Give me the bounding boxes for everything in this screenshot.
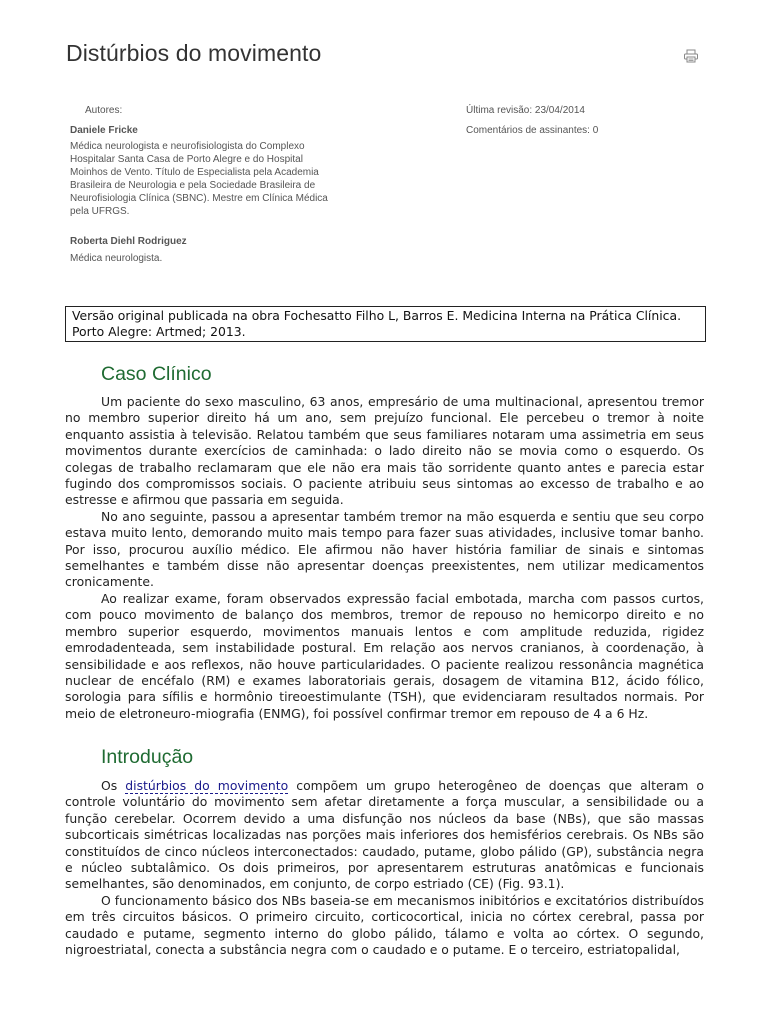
caso-clinico-body <box>65 394 704 722</box>
subscriber-comments[interactable]: Comentários de assinantes: 0 <box>466 125 599 136</box>
author-name: Daniele Fricke <box>70 125 138 136</box>
source-note: Versão original publicada na obra Fochesatto Filho L, Barros E. Medicina Interna na Prática Clínica. Porto Alegre: Artmed; 2013. <box>65 306 706 342</box>
authors-label: Autores: <box>85 105 123 116</box>
paragraph <box>65 778 704 893</box>
disturbios-do-movimento-link[interactable]: distúrbios do movimento <box>125 778 289 793</box>
paragraph: Ao realizar exame, foram observados expressão facial embotada, marcha com passos curtos, com pouco movimento de balanço dos membros, tremor de repouso no hemicorpo direito e no membro superior esquerdo, movimentos manuais lentos e com amplitude reduzida, rigidez emrodadenteada, sem instabilidade postural. Em relação aos nervos cranianos, à coordenação, à sensibilidade e aos reflexos, não houve particularidades. O paciente realizou ressonância magnética nuclear de encéfalo (RM) e exames laboratoriais gerais, dosagem de vitamina B12, ácido fólico, sorologia para sífilis e hormônio tireoestimulante (TSH), que evidenciaram resultados normais. Por meio de eletroneuro-miografia (ENMG), foi possível confirmar tremor em repouso de 4 a 6 Hz. <box>65 590 704 721</box>
author-description: Médica neurologista. <box>70 253 163 264</box>
paragraph-text: Os <box>101 778 126 793</box>
last-revision: Última revisão: 23/04/2014 <box>466 105 585 116</box>
author-description: Médica neurologista e neurofisiologista do Complexo Hospitalar Santa Casa de Porto Alegre e do Hospital Moinhos de Vento. Título de Especialista pela Academia Brasileira de Neurologia e pela Sociedade Brasileira de Neurofisiologia Clínica (SBNC). Mestre em Clínica Médica pela UFRGS. <box>70 141 328 217</box>
author-name: Roberta Diehl Rodriguez <box>70 236 187 247</box>
printer-icon[interactable] <box>683 49 699 63</box>
paragraph: No ano seguinte, passou a apresentar também tremor na mão esquerda e sentiu que seu corpo estava muito lento, demorando muito mais tempo para fazer suas atividades, inclusive tomar banho. Por isso, procurou auxílio médico. Ele afirmou não haver história familiar de sinais e sintomas semelhantes e também disse não apresentar doenças preexistentes, nem utilizar medicamentos cronicamente. <box>65 508 704 590</box>
paragraph: Um paciente do sexo masculino, 63 anos, empresário de uma multinacional, apresentou tremor no membro superior direito há um ano, sem prejuízo funcional. Ele percebeu o tremor à noite enquanto assistia à televisão. Relatou também que seus familiares notaram uma assimetria em seus movimentos durante exercícios de caminhada: o lado direito não se movia como o esquerdo. Os colegas de trabalho reclamaram que ele não era mais tão sorridente quanto antes e parecia estar fugindo dos compromissos sociais. O paciente atribuiu seus sintomas ao excesso de trabalho e ao estresse e afirmou que passaria em seguida. <box>65 394 704 508</box>
section-heading-introducao: Introdução <box>101 746 194 768</box>
paragraph-text: compõem um grupo heterogêneo de doenças que alteram o controle voluntário do movimento sem afetar diretamente a força muscular, a sensibilidade ou a função cerebelar. Ocorrem devido a uma disfunção nos núcleos da base (NBs), que são massas subcorticais simétricas localizadas nas porções mais inferiores dos hemisférios cerebrais. Os NBs são constituídos de cinco núcleos interconectados: caudado, putame, globo pálido (GP), substância negra e núcleo subtalâmico. Os dois primeiros, por apresentarem estruturas anatômicas e funcionais semelhantes, são denominados, em conjunto, de corpo estriado (CE) (Fig. 93.1). <box>65 778 704 892</box>
introducao-body <box>65 778 704 958</box>
page-title: Distúrbios do movimento <box>66 40 322 66</box>
section-heading-caso-clinico: Caso Clínico <box>101 363 212 385</box>
paragraph: O funcionamento básico dos NBs baseia-se em mecanismos inibitórios e excitatórios distribuídos em três circuitos básicos. O primeiro circuito, corticocortical, inicia no córtex cerebral, passa por caudado e putame, segmento interno do globo pálido, tálamo e volta ao córtex. O segundo, nigroestriatal, conecta a substância negra com o caudado e o putame. E o terceiro, estriatopalidal, <box>65 892 704 958</box>
